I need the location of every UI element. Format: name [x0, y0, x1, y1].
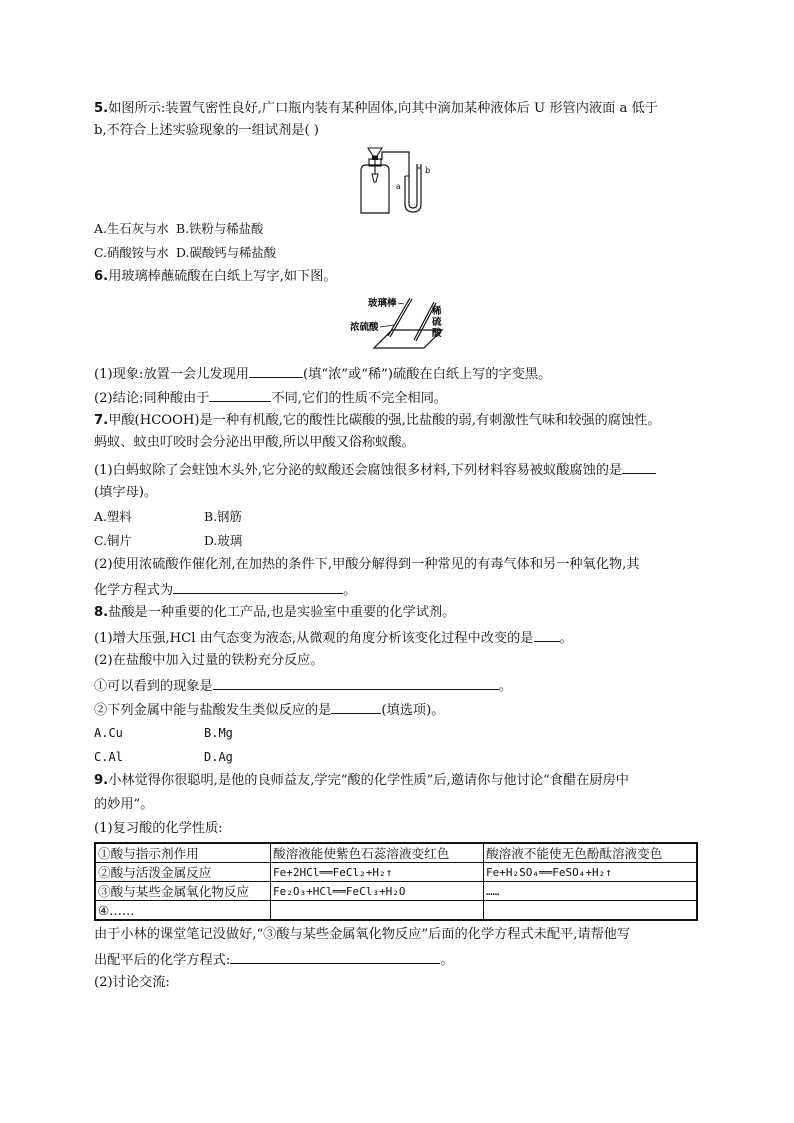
q6-part1 [94, 364, 551, 384]
table-row [95, 863, 697, 882]
q6-part2 [94, 388, 447, 408]
fig-label-conc-acid: 浓硫酸 [350, 322, 379, 333]
q8-sub2-text-b: (填选项)。 [381, 703, 445, 718]
q9-after2-text-b: 。 [440, 953, 454, 968]
q6-part2-text-b: 不同,它们的性质不完全相同。 [271, 391, 448, 406]
q8-option-d[interactable]: D.Ag [204, 750, 233, 764]
q8-option-c[interactable]: C.Al [94, 750, 123, 764]
q8-sub1-text-a: ①可以看到的现象是 [94, 679, 213, 694]
q7-part2-line2 [94, 580, 356, 600]
fig-label-glass-rod: 玻璃棒 [368, 298, 397, 309]
q8-line1 [94, 604, 455, 622]
glass-rod-paper-figure [344, 294, 452, 356]
q7-blank1[interactable] [622, 460, 656, 474]
q5-text1: 如图所示:装置气密性良好,广口瓶内装有某种固体,向其中滴加某种液体后 U 形管内液面 a 低于 [108, 101, 658, 116]
q6-line1 [94, 268, 337, 286]
q7-line2: 蚂蚁、蚊虫叮咬时会分泌出甲酸,所以甲酸又俗称蚁酸。 [94, 435, 415, 450]
q6-blank2[interactable] [209, 388, 271, 402]
q9-part1: (1)复习酸的化学性质: [94, 821, 223, 836]
q7-part2-text-a: 化学方程式为 [94, 583, 174, 598]
q8-part1-text-a: (1)增大压强,HCl 由气态变为液态,从微观的角度分析该变化过程中改变的是 [94, 631, 534, 646]
q7-option-c[interactable]: C.铜片 [94, 533, 132, 548]
table-cell: ②酸与活泼金属反应 [95, 863, 271, 882]
q9-blank1[interactable] [230, 950, 440, 964]
table-cell: ④…… [95, 901, 271, 921]
q6-blank1[interactable] [249, 364, 303, 378]
q8-sub1-text-b: 。 [498, 679, 512, 694]
q8-part1 [94, 628, 573, 648]
q5-option-c[interactable]: C.硝酸铵与水 [94, 245, 169, 260]
q8-text1: 盐酸是一种重要的化工产品,也是实验室中重要的化学试剂。 [108, 605, 456, 620]
q9-after1: 由于小林的课堂笔记没做好,“③酸与某些金属氧化物反应”后面的化学方程式未配平,请帮他写 [94, 927, 631, 942]
q9-number: 9. [94, 773, 109, 788]
q9-after2-text-a: 出配平后的化学方程式: [94, 953, 231, 968]
q8-blank2[interactable] [213, 676, 499, 690]
q5-line2: b,不符合上述实验现象的一组试剂是( ) [94, 123, 319, 138]
q7-part1-line1 [94, 460, 656, 480]
table-cell: ①酸与指示剂作用 [95, 843, 271, 863]
q5-number: 5. [94, 101, 109, 116]
q7-part2-text-b: 。 [343, 583, 357, 598]
q7-part2-line1: (2)使用浓硫酸作催化剂,在加热的条件下,甲酸分解得到一种常见的有毒气体和另一种氧化物,其 [94, 557, 640, 572]
table-cell: Fe+2HCl══FeCl₂+H₂↑ [271, 863, 484, 882]
q8-number: 8. [94, 605, 109, 620]
table-cell [484, 901, 698, 921]
q8-part2: (2)在盐酸中加入过量的铁粉充分反应。 [94, 653, 324, 668]
q8-option-b[interactable]: B.Mg [204, 726, 233, 740]
u-tube-apparatus-figure [352, 146, 436, 216]
q6-number: 6. [94, 269, 109, 284]
acid-properties-table [94, 842, 698, 921]
q8-blank1[interactable] [534, 628, 560, 642]
q7-option-a[interactable]: A.塑料 [94, 509, 132, 524]
q6-part1-text-a: (1)现象:放置一会儿发现用 [94, 367, 249, 382]
q5-option-d[interactable]: D.碳酸钙与稀盐酸 [176, 245, 277, 260]
q8-part1-text-b: 。 [559, 631, 573, 646]
q7-text1: 甲酸(HCOOH)是一种有机酸,它的酸性比碳酸的强,比盐酸的弱,有刺激性气味和较强的腐蚀性。 [108, 413, 661, 428]
table-row [95, 882, 697, 901]
table-row [95, 901, 697, 921]
q7-option-d[interactable]: D.玻璃 [204, 533, 243, 548]
q9-part2: (2)讨论交流: [94, 975, 170, 990]
table-cell: Fe₂O₃+HCl══FeCl₃+H₂O [271, 882, 484, 901]
q8-sub1 [94, 676, 512, 696]
q8-sub2 [94, 700, 444, 720]
fig-label-b: b [425, 166, 431, 175]
q9-line2: 的妙用”。 [94, 797, 154, 812]
q7-line1 [94, 412, 661, 430]
q5-option-a[interactable]: A.生石灰与水 [94, 221, 169, 236]
q7-option-b[interactable]: B.钢筋 [204, 509, 242, 524]
table-cell: 酸溶液不能使无色酚酞溶液变色 [484, 843, 698, 863]
q7-number: 7. [94, 413, 109, 428]
q7-part1-line2: (填字母)。 [94, 485, 158, 500]
q9-after2 [94, 950, 454, 970]
table-cell: Fe+H₂SO₄══FeSO₄+H₂↑ [484, 863, 698, 882]
q9-text1: 小林觉得你很聪明,是他的良师益友,学完“酸的化学性质”后,邀请你与他讨论“食醋在厨房中 [108, 773, 629, 788]
q7-part1-text: (1)白蚂蚁除了会蛀蚀木头外,它分泌的蚁酸还会腐蚀很多材料,下列材料容易被蚁酸腐蚀的是 [94, 463, 623, 478]
q8-blank3[interactable] [331, 700, 381, 714]
q6-text1: 用玻璃棒蘸硫酸在白纸上写字,如下图。 [108, 269, 337, 284]
fig-label-dilute-3: 酸 [432, 328, 442, 339]
q6-part2-text-a: (2)结论:同种酸由于 [94, 391, 210, 406]
table-cell [271, 901, 484, 921]
table-row [95, 843, 697, 863]
q8-option-a[interactable]: A.Cu [94, 726, 123, 740]
q5-option-b[interactable]: B.铁粉与稀盐酸 [176, 221, 264, 236]
q9-line1 [94, 772, 629, 790]
fig-label-a: a [396, 182, 401, 191]
table-cell: …… [484, 882, 698, 901]
q7-blank2[interactable] [173, 580, 343, 594]
fig-label-dilute-2: 硫 [432, 317, 442, 328]
q6-part1-text-b: (填“浓”或“稀”)硫酸在白纸上写的字变黑。 [303, 367, 552, 382]
fig-label-dilute-1: 稀 [432, 306, 442, 317]
q8-sub2-text-a: ②下列金属中能与盐酸发生类似反应的是 [94, 703, 332, 718]
table-cell: 酸溶液能使紫色石蕊溶液变红色 [271, 843, 484, 863]
q5-line1 [94, 100, 658, 118]
table-cell: ③酸与某些金属氧化物反应 [95, 882, 271, 901]
